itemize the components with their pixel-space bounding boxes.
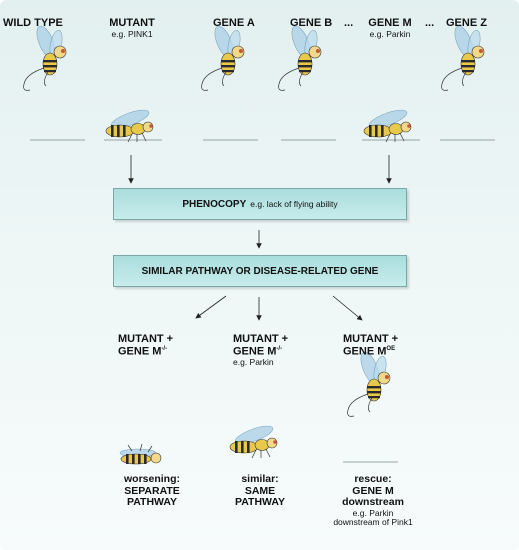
header-gene-b: GENE B bbox=[290, 17, 333, 29]
fly-icon-similar-grounded bbox=[230, 423, 277, 458]
test-label-1: MUTANT + GENE M-/- bbox=[118, 333, 174, 358]
header-ellipsis-2: ... bbox=[425, 17, 435, 29]
fly-icon-mutant-grounded bbox=[106, 107, 153, 142]
header-gene-z: GENE Z bbox=[446, 17, 487, 29]
phenocopy-title: PHENOCOPY bbox=[182, 198, 247, 210]
test-label-3: MUTANT + GENE $M^{OE}$ bbox=[343, 333, 399, 358]
pathway-box bbox=[113, 255, 407, 287]
phenocopy-note: e.g. lack of flying ability bbox=[250, 199, 338, 209]
fly-icon-gene-z bbox=[442, 24, 484, 91]
header-gene-a: GENE A bbox=[213, 17, 255, 29]
arrows bbox=[131, 155, 389, 320]
fly-icon-worsening-lying bbox=[120, 444, 161, 464]
header-wild-type: WILD TYPE bbox=[3, 17, 63, 29]
fly-icon-gene-b bbox=[279, 24, 321, 91]
phenocopy-box bbox=[113, 188, 407, 220]
fly-icon-gene-a bbox=[202, 24, 244, 91]
fly-icon-gene-m-grounded bbox=[364, 107, 411, 142]
fly-icon-overexpression-flying bbox=[348, 350, 390, 417]
header-ellipsis-1: ... bbox=[344, 17, 354, 29]
header-mutant: MUTANT e.g. PINK1 bbox=[109, 17, 155, 39]
outcome-worsening: worsening: SEPARATE PATHWAY bbox=[123, 473, 180, 509]
outcome-similar: similar: SAME PATHWAY bbox=[235, 473, 285, 509]
fly-icon-wild-type bbox=[24, 24, 66, 91]
pathway-box-title: SIMILAR PATHWAY OR DISEASE-RELATED GENE bbox=[141, 265, 379, 277]
header-gene-m: GENE M e.g. Parkin bbox=[368, 17, 412, 39]
outcome-rescue: rescue: GENE M downstream e.g. Parkin downstream of Pink1 bbox=[333, 473, 413, 527]
test-label-2: MUTANT + GENE M-/- e.g. Parkin bbox=[233, 333, 289, 367]
